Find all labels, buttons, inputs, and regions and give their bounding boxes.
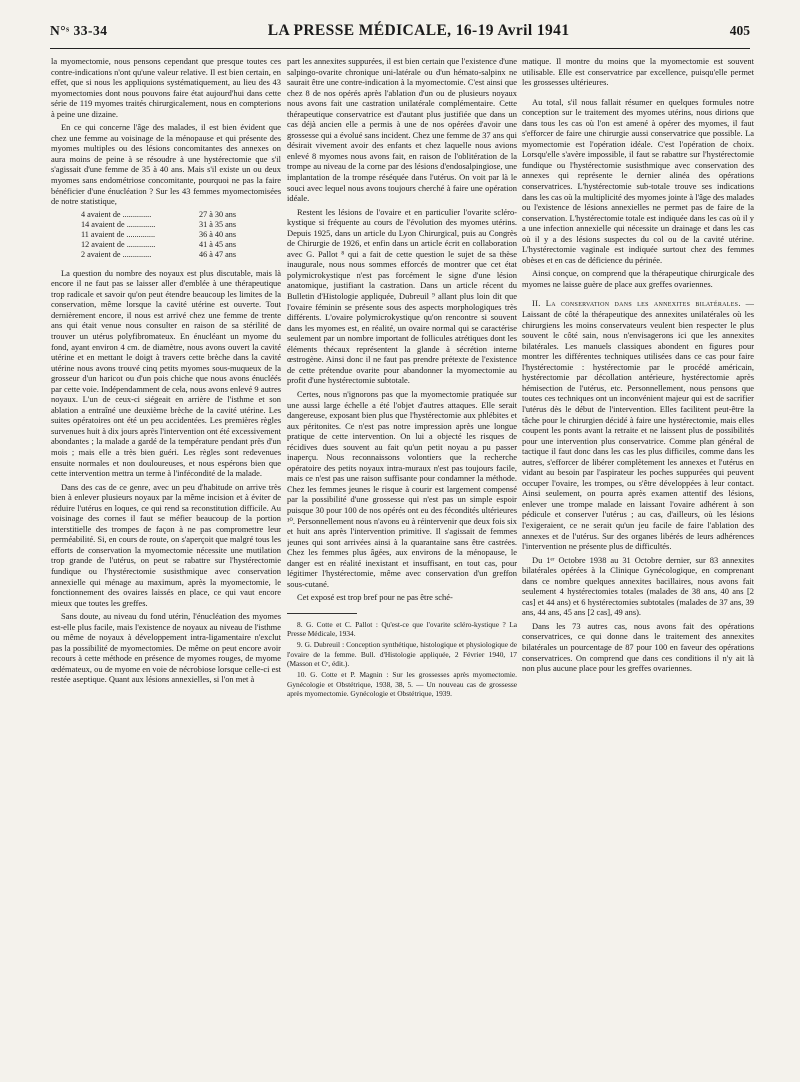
stat-value: 27 à 30 ans — [199, 209, 237, 219]
page-number: 405 — [729, 23, 750, 38]
stat-label: 2 avaient de .............. — [81, 250, 152, 260]
section-text: — Laissant de côté la thérapeutique des annexites unilatérales où les chirurgiens les moins conservateurs veulent bien respecter le plus souvent le côté sain, nous n'envisagerons ici que les annexites bilatérales. Les manuels classiques abondent en figures pour montrer les différentes techniques utilisées dans ce cas pour faire l'hystérectomie : hystérectomie par le procédé américain, hystérectomie par décollation antérieure, hystérectomie après hémisection de l'utérus, etc. Personnellement, nous pensons que toutes ces techniques ont un inconvénient majeur qui est de sacrifier l'utérus dès le début de l'intervention. Elles facilitent peut-être la tâche pour le chirurgien décidé à faire une hystérectomie, mais elles coupent les ponts avant la retraite et ne laissent plus de possibilités pour une intervention plus conservatrice. Comme plan général de tactique il faut donc dans les cas les plus difficiles, comme dans les autres, s'efforcer de libérer complètement les annexes et l'utérus en vidant au besoin par l'aspirateur les poches suppurées qui peuvent occuper l'ovaire, les trompes, ou s'être développées à leur contact. Ainsi seulement, on pourra après examen attentif des lésions, enlever une trompe malade en laissant l'ovaire adhérent à son pédicule et conserver l'utérus ; au cas, d'ailleurs, où les lésions l'exigeraient, ce ne serait qu'un jeu facile de faire l'ablation des annexes et de l'utérus. Sur des organes libérés de leurs adhérences l'intervention ne présente plus de difficultés. — [522, 298, 754, 552]
paragraph: Cet exposé est trop bref pour ne pas être sché- — [297, 592, 453, 603]
age-statistics — [81, 210, 281, 261]
paragraph: Dans les 73 autres cas, nous avons fait des opérations conservatrices, ce qui donne dans le traitement des annexites bilatérales un pourcentage de 87 pour 100 en faveur des opérations conservatrices. On comprend que dans ces conditions il n'y ait là non plus aucune place pour les greffes ovariennes. — [522, 620, 754, 674]
paragraph: Restent les lésions de l'ovaire et en particulier l'ovarite scléro-kystique si fréquente au cours de l'évolution des myomes utérins. Depuis 1925, dans un article du Lyon Chirurgical, puis au Congrès de Chirurgie de 1926, et enfin dans un article écrit en collaboration avec G. Pallot ⁸ qui a fait de cette question le sujet de sa thèse inaugurale, nous nous sommes efforcés de montrer que cet état polymicrokystique n'est pas forcément le signe d'une lésion anatomique, justifiant la castration. Dans un article récent du Bulletin d'Histologie appliquée, Dubreuil ⁹ allant plus loin dit que l'ovaire féminin se présente sous des aspects morphologiques très différents. L'ovaire polymicrokystique qu'on rencontre si souvent dans les myomes est, en réalité, un ovaire normal qui se caractérise seulement par un nombre important de follicules atrétiques dont les éléments thécaux représentent la glande à sécrétion interne œstrogène. Ainsi donc il ne faut pas prendre prétexte de l'existence de cette prétendue ovarite pour abandonner la myomectomie au profit d'une hystérectomie subtotale. — [287, 206, 517, 386]
section-heading: II. La conservation dans les annexites bilatérales. — [532, 298, 741, 309]
stat-row — [81, 220, 281, 230]
stat-label: 14 avaient de .............. — [81, 219, 156, 229]
paragraph: Dans des cas de ce genre, avec un peu d'habitude on arrive très bien à enlever plusieurs noyaux par la même incision et à éviter de réduire l'utérus en loques, ce qui rend sa reconstitution difficile. Au voisinage des cornes il faut se méfier beaucoup de la portion interstitielle des trompes de façon à ne pas compromettre leur perméabilité. Si, en cours de route, on s'aperçoit que malgré tous les efforts de conservation la myomectomie nécessite une mutilation trop grande de l'utérus, on peut se rabattre sur l'hystérectomie fundique ou l'hystérectomie susisthmique avec conservation annexielle qui ménage au maximum, après la myomectomie, le fonctionnement des ovaires laissés en place, ce qui vaut encore mieux que toutes les greffes. — [51, 481, 281, 608]
paragraph: Du 1ᵉʳ Octobre 1938 au 31 Octobre dernier, sur 83 annexites bilatérales opérées à la Clinique Gynécologique, en comprenant dans ce nombre quelques annexites bacillaires, nous avons fait seulement 4 hystérectomies totales (malades de 38 ans, 40 ans [2 cas] et 44 ans) et 6 hystérectomies subtotales (malades de 37 ans, 39 ans, 44 ans, 45 ans [2 cas], 49 ans). — [522, 554, 754, 618]
footnote-divider — [287, 613, 357, 614]
paragraph: Certes, nous n'ignorons pas que la myomectomie pratiquée sur une aussi large échelle a été l'objet d'autres attaques. Elle serait dangereuse, exposant bien plus que l'hystérectomie aux phlébites et aux péritonites. Ce n'est pas notre impression après une longue pratique de cette intervention. On lui a objecté les risques de récidives dues souvent au fait qu'un petit noyau a pu passer inaperçu. Nous reconnaissons volontiers que la recherche opératoire des petits noyaux intra-muraux n'est pas toujours facile, mais ce n'est pas une raison suffisante pour condamner la méthode. Chez les femmes jeunes le risque à courir est largement compensé par la possibilité d'une grossesse qui n'est pas un simple espoir puisque 30 pour 100 de nos opérés ont eu des fécondités ultérieures ¹⁰. Personnellement nous n'avons eu à réintervenir que deux fois six et huit ans après l'intervention primitive. Il s'agissait de femmes jeunes qui sont arrivées ainsi à la quarantaine sans être castrées. Chez les femmes plus âgées, aux environs de la ménopause, le danger est en réalité inexistant et insuffisant, en tout cas, pour légitimer l'hystérectomie, même avec conservation d'un greffon sous-cutané. — [287, 388, 517, 589]
paragraph: Au total, s'il nous fallait résumer en quelques formules notre conception sur le traitement des myomes utérins, nous dirions que dans tous les cas où l'on est amené à opérer des myomes, il faut s'efforcer de faire une chirurgie aussi conservatrice que possible. La myomectomie est l'opération idéale. C'est l'opération de choix. Lorsqu'elle s'avère impossible, il faut se rabattre sur l'hystérectomie fundique ou l'hystérectomie susisthmique avec conservation des annexes qui représente le dernier alinéa des opérations conservatrices. L'hystérectomie sub-totale trouve ses indications dans les cas où la multiplicité des myomes jointe à l'âge des malades ou l'existence de lésions annexielles ne permet pas de faire de la conservation. L'hystérectomie totale est indiquée dans les cas où il y a une infection annexielle qui nécessite un drainage et dans les cas où il y a des lésions suspectes du col ou de la cavité utérine. L'hystérectomie vaginale est indiquée surtout chez des femmes obèses et en cas de déficience du périnée. — [522, 96, 754, 265]
stat-row — [81, 240, 281, 250]
stat-row — [81, 210, 281, 220]
footnotes — [287, 620, 517, 698]
section-paragraph — [522, 298, 754, 551]
stat-value: 31 à 35 ans — [199, 219, 237, 229]
text-column-right — [522, 56, 754, 1066]
footnote: 9. G. Dubreuil : Conception synthétique, histologique et physiologique de l'ovaire de la femme. Bull. d'Histologie appliquée, 2 Février 1940, 17 (Masson et Cᵉ, édit.). — [287, 640, 517, 669]
stat-row — [81, 250, 281, 260]
paragraph: Ainsi conçue, on comprend que la thérapeutique chirurgicale des myomes ne laisse guère de place aux greffes ovariennes. — [522, 268, 754, 289]
paragraph: La question du nombre des noyaux est plus discutable, mais là encore il ne faut pas se laisser aller d'emblée à une thérapeutique trop radicale et savoir qu'on peut étendre beaucoup les limites de la conservation, même lorsque la cavité utérine est ouverte. Tout dernièrement encore, il nous est arrivé chez une femme de trente ans qui était venue nous consulter en raison de sa stérilité de trouver un utérus polyfibromateux. En énucléant un myome du fond, ayant environ 4 cm. de diamètre, nous avons ouvert la cavité utérine et en mettant le doigt à travers cette brèche dans la cavité utérine nous avons trouvé cinq petits myomes sous-muqueux de la grosseur d'un haricot ou d'un pois chiche que nous avons énucléés par cette voie. Indépendamment de cela, nous avons enlevé 9 autres noyaux. L'un de ceux-ci siégeait en arrière de l'isthme et son ablation a entraîné une deuxième brèche de la cavité utérine. Les suites opératoires ont été un peu accidentées. Les premières règles survenues huit à dix jours après l'intervention ont été excessivement abondantes ; la malade a gardé de la température pendant près d'un mois ; mais elle a très bien guéri. Les règles sont redevenues ensuite normales et non douloureuses, et nous espérons bien que cette intervention mettra un terme à l'infécondité de la malade. — [51, 267, 281, 479]
page-header — [50, 22, 750, 49]
footnote: 10. G. Cotte et P. Magnin : Sur les grossesses après myomectomie. Gynécologie et Obstétrique, 1938, 38, 5. — Un nouveau cas de grossesse après myomectomie. Gynécologie et Obstétrique, 1939. — [287, 670, 517, 698]
stat-row — [81, 230, 281, 240]
footnote: 8. G. Cotte et C. Pallot : Qu'est-ce que l'ovarite scléro-kystique ? La Presse Médicale, 1934. — [287, 619, 517, 639]
paragraph: Sans doute, au niveau du fond utérin, l'énucléation des myomes est-elle plus facile, mais l'existence de noyaux au niveau de l'isthme ou même de noyaux à développement intra-ligamentaire n'exclut pas la possibilité de myomectomies. De même on peut encore avoir recours à cette méthode en présence de myomes rouges, de myome œdémateux, ou de myome en voie de nécrobiose lorsque celle-ci est restée aseptique. Quant aux lésions annexielles, si l'on met à — [51, 611, 281, 685]
text-column-middle — [287, 56, 517, 1066]
stat-label: 11 avaient de .............. — [81, 230, 156, 240]
stat-value: 36 à 40 ans — [199, 230, 237, 240]
paragraph: En ce qui concerne l'âge des malades, il est bien évident que chez une femme au voisinage de la ménopause et qui présente des myomes multiples ou des lésions concomitantes des annexes on aura moins de peine à se résoudre à une hystérectomie que s'il s'agissait d'une femme de 35 à 40 ans. Mais s'il existe un ou deux myomes sans endométriose concomitante, pourquoi ne pas la faire bénéficier d'une énucléation ? Sur les 43 femmes myomectomisées de notre statistique, — [51, 122, 281, 207]
paragraph: matique. Il montre du moins que la myomectomie est souvent utilisable. Elle est conservatrice par excellence, puisqu'elle permet les grossesses ultérieures. — [522, 56, 754, 88]
paragraph: part les annexites suppurées, il est bien certain que l'existence d'une salpingo-ovarite chronique uni-latérale ou d'un hémato-salpinx ne saurait être une contre-indication à la myomectomie. C'est ainsi que chez 8 de nos opérés après l'ablation d'un ou de plusieurs noyaux nous avons fait une castration unilatérale complémentaire. Cette thérapeutique conservatrice est d'autant plus justifiée que dans un cas déjà ancien elle a permis à une de nos opérées d'avoir une grossesse qui a évolué sans incident. Chez une femme de 37 ans qui désirait vivement avoir des enfants et chez laquelle nous avions enlevé 8 myomes nous avons fait, en raison de l'oblitération de la trompe au niveau de la corne par des lésions d'endosalpingiose, une implantation de la trompe réséquée dans l'utérus. On voit par là le souci avec lequel nous avons toujours cherché à faire une opération idéale. — [287, 56, 517, 204]
stat-value: 41 à 45 ans — [199, 240, 237, 250]
stat-label: 12 avaient de .............. — [81, 240, 156, 250]
stat-label: 4 avaient de .............. — [81, 209, 152, 219]
journal-title: LA PRESSE MÉDICALE, 16-19 Avril 1941 — [267, 22, 570, 39]
stat-value: 46 à 47 ans — [199, 250, 237, 260]
text-column-left — [51, 56, 281, 1066]
issue-number: N°ˢ 33-34 — [50, 23, 108, 38]
paragraph: la myomectomie, nous pensons cependant que presque toutes ces contre-indications n'ont qu'une valeur relative. Il est bien certain, en effet, que si nous les appliquions systématiquement, au lieu des 43 myomectomies dont nous pouvons faire état aujourd'hui dans cette série de 119 myomes traités chirurgicalement, nous en compterions à peine une dizaine. — [51, 56, 281, 119]
